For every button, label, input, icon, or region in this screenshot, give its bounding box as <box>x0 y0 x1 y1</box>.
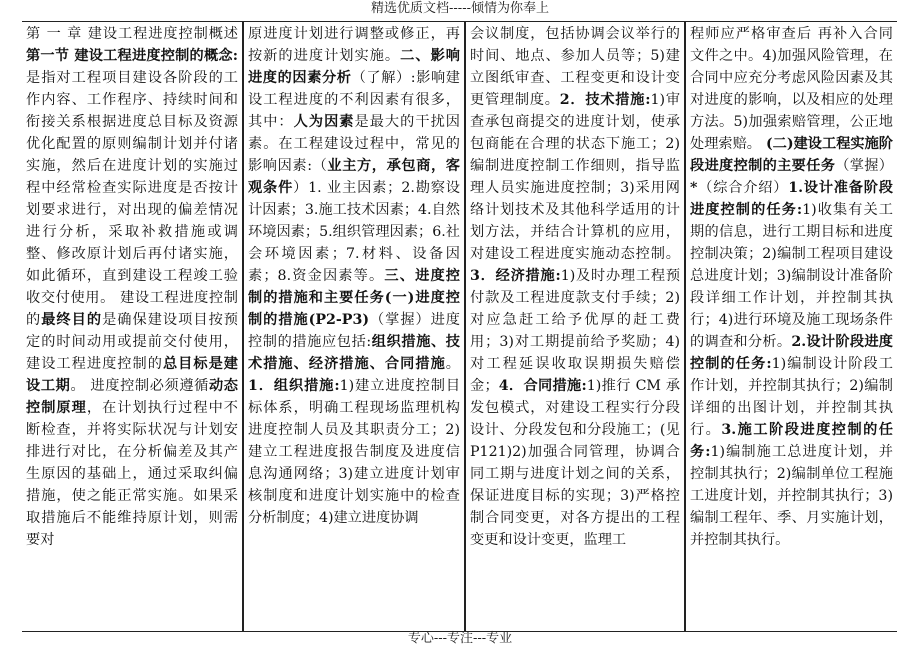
bold-text-run: 最终目的 <box>41 312 103 328</box>
bold-text-run: * <box>690 180 698 196</box>
bold-text-run: 组织措施、技术措施、经济措施、合同措施 <box>248 334 460 372</box>
text-run: 会议制度，包括协调会议举行的时间、地点、参加人员等；5)建立图纸审查、工程变更和设计变更管理制度。 <box>470 26 680 108</box>
column-3-text <box>470 23 680 551</box>
text-run: 1)及时办理工程预付款及工程进度款支付手续；2)对应急赶工给予优厚的赶工费用；3)对工期提前给予奖励；4)对工程延误收取误期损失赔偿金； <box>470 268 681 394</box>
bold-text-run: 3.施工阶段进度控制的任务: <box>690 422 893 460</box>
text-run: ，在计划执行过程中不断检查，并将实际状况与计划安排进行对比，在分析偏差及其产生原因的基础上，通过采取纠偏措施，使之能正常实施。如果采取措施后不能维持原计划，则需要对 <box>26 400 238 548</box>
text-run: （综合介绍） <box>697 180 789 196</box>
text-run: 1)编制施工总进度计划，并控制其执行；2)编制单位工程施工进度计划，并控制其执行；3)编制工程年、季、月实施计划，并控制其执行。 <box>690 444 893 548</box>
text-run: 1)推行 CM 承发包模式，对建设工程实行分段设计、分段发包和分段施工；(见 P121)2)加强合同管理，协调合同工期与进度计划之间的关系，保证进度目标的实现；3)严格控制合同变更，对各方提出的工程变更和设计变更，监理工 <box>470 378 680 548</box>
bold-text-run: 1.设计准备阶段进度控制的任务: <box>690 180 893 218</box>
text-run: 是最大的干扰因素。在工程建设过程中，常见的影响因素:（ <box>248 114 460 174</box>
column-2-text <box>248 23 460 529</box>
bold-text-run: 业主方，承包商，客观条件 <box>248 158 460 196</box>
column-2 <box>244 22 464 631</box>
bold-text-run: 人为因素 <box>293 114 355 130</box>
text-run: （掌握）进度控制的措施应包括: <box>248 312 460 350</box>
text-run: ）1. 业主因素；2.勘察设计因素；3.施工技术因素；4.自然环境因素；5.组织管理因素；6.社会环境因素；7.材料、设备因素；8.资金因素等。 <box>248 180 460 284</box>
bold-text-run: 三、进度控制的措施和主要任务 <box>248 268 460 306</box>
text-run: 第 一 章 建设工程进度控制概述 <box>26 26 238 42</box>
text-run: 。 <box>445 356 460 372</box>
bold-text-run: 第一节 建设工程进度控制的概念: <box>26 48 238 64</box>
page-footer: 专心---专注---专业 <box>407 631 513 646</box>
text-run: 是确保建设项目按预定的时间动用或提前交付使用，建设工程进度控制的 <box>26 312 238 372</box>
text-run: 1)收集有关工期的信息，进行工期目标和进度控制决策；2)编制工程项目建设总进度计划；3)编制设计准备阶段详细工作计划，并控制其执行；4)进行环境及施工现场条件的调查和分析。 <box>690 202 893 350</box>
bold-text-run: 动态控制原理 <box>26 378 238 416</box>
bold-text-run: 2.设计阶段进度控制的任务: <box>690 334 893 372</box>
text-run: 1)编制设计阶段工作计划，并控制其执行；2)编制详细的出图计划，并控制其执行。 <box>690 356 893 438</box>
text-run: 是指对工程项目建设各阶段的工作内容、工作程序、持续时间和衔接关系根据进度总目标及资源优化配置的原则编制计划并付诸实施，然后在进度计划的实施过程中经常检查实际进度是否按计划要求进行，对出现的偏差情况进行分析，采取补救措施或调整、修改原计划后再付诸实施，如此循环，直到建设工程竣工验收交付使用。 建设工程进度控制的 <box>26 70 238 328</box>
column-4 <box>686 22 897 631</box>
bold-text-run: 4．合同措施: <box>498 378 587 394</box>
column-3 <box>466 22 684 631</box>
bold-text-run: (一)进度控制的措施(P2-P3) <box>248 290 460 328</box>
text-run: 1)建立进度控制目标体系，明确工程现场监理机构进度控制人员及其职责分工；2)建立工程进度报告制度及进度信息沟通网络；3)建立进度计划审核制度和进度计划实施中的检查分析制度；4)建立进度协调 <box>248 378 461 526</box>
column-1 <box>22 22 242 631</box>
text-run: 1)审查承包商提交的进度计划，使承包商能在合理的状态下施工；2)编制进度控制工作细则，指导监理人员实施进度控制；3)采用网络计划技术及其他科学适用的计划方法，并结合计算机的应用，对建设工程进度实施动态控制。 <box>470 92 681 262</box>
page-header: 精选优质文档-----倾情为你奉上 <box>371 1 549 16</box>
document-page <box>22 21 897 632</box>
column-1-text <box>26 23 238 551</box>
bold-text-run: 2．技术措施: <box>559 92 651 108</box>
bold-text-run: 3．经济措施: <box>470 268 561 284</box>
text-run: （了解）:影响建设工程进度的不利因素有很多，其中： <box>248 70 460 130</box>
bold-text-run: 1．组织措施: <box>248 378 340 394</box>
text-run: （掌握） <box>835 158 893 174</box>
bold-text-run: 总目标是建设工期 <box>26 356 238 394</box>
text-run: 程师应严格审查后 再补入合同文件之中。4)加强风险管理，在合同中应充分考虑风险因素及其对进度的影响，以及相应的处理方法。5)加强索赔管理，公正地处理索赔。 <box>690 26 893 152</box>
bold-text-run: (二)建设工程实施阶段进度控制的主要任务 <box>690 136 893 174</box>
column-4-text <box>690 23 893 551</box>
bold-text-run: 二、影响进度的因素分析 <box>248 48 460 86</box>
text-run: 。 进度控制必须遵循 <box>70 378 209 394</box>
text-run: 原进度计划进行调整或修正，再按新的进度计划实施。 <box>248 26 460 64</box>
